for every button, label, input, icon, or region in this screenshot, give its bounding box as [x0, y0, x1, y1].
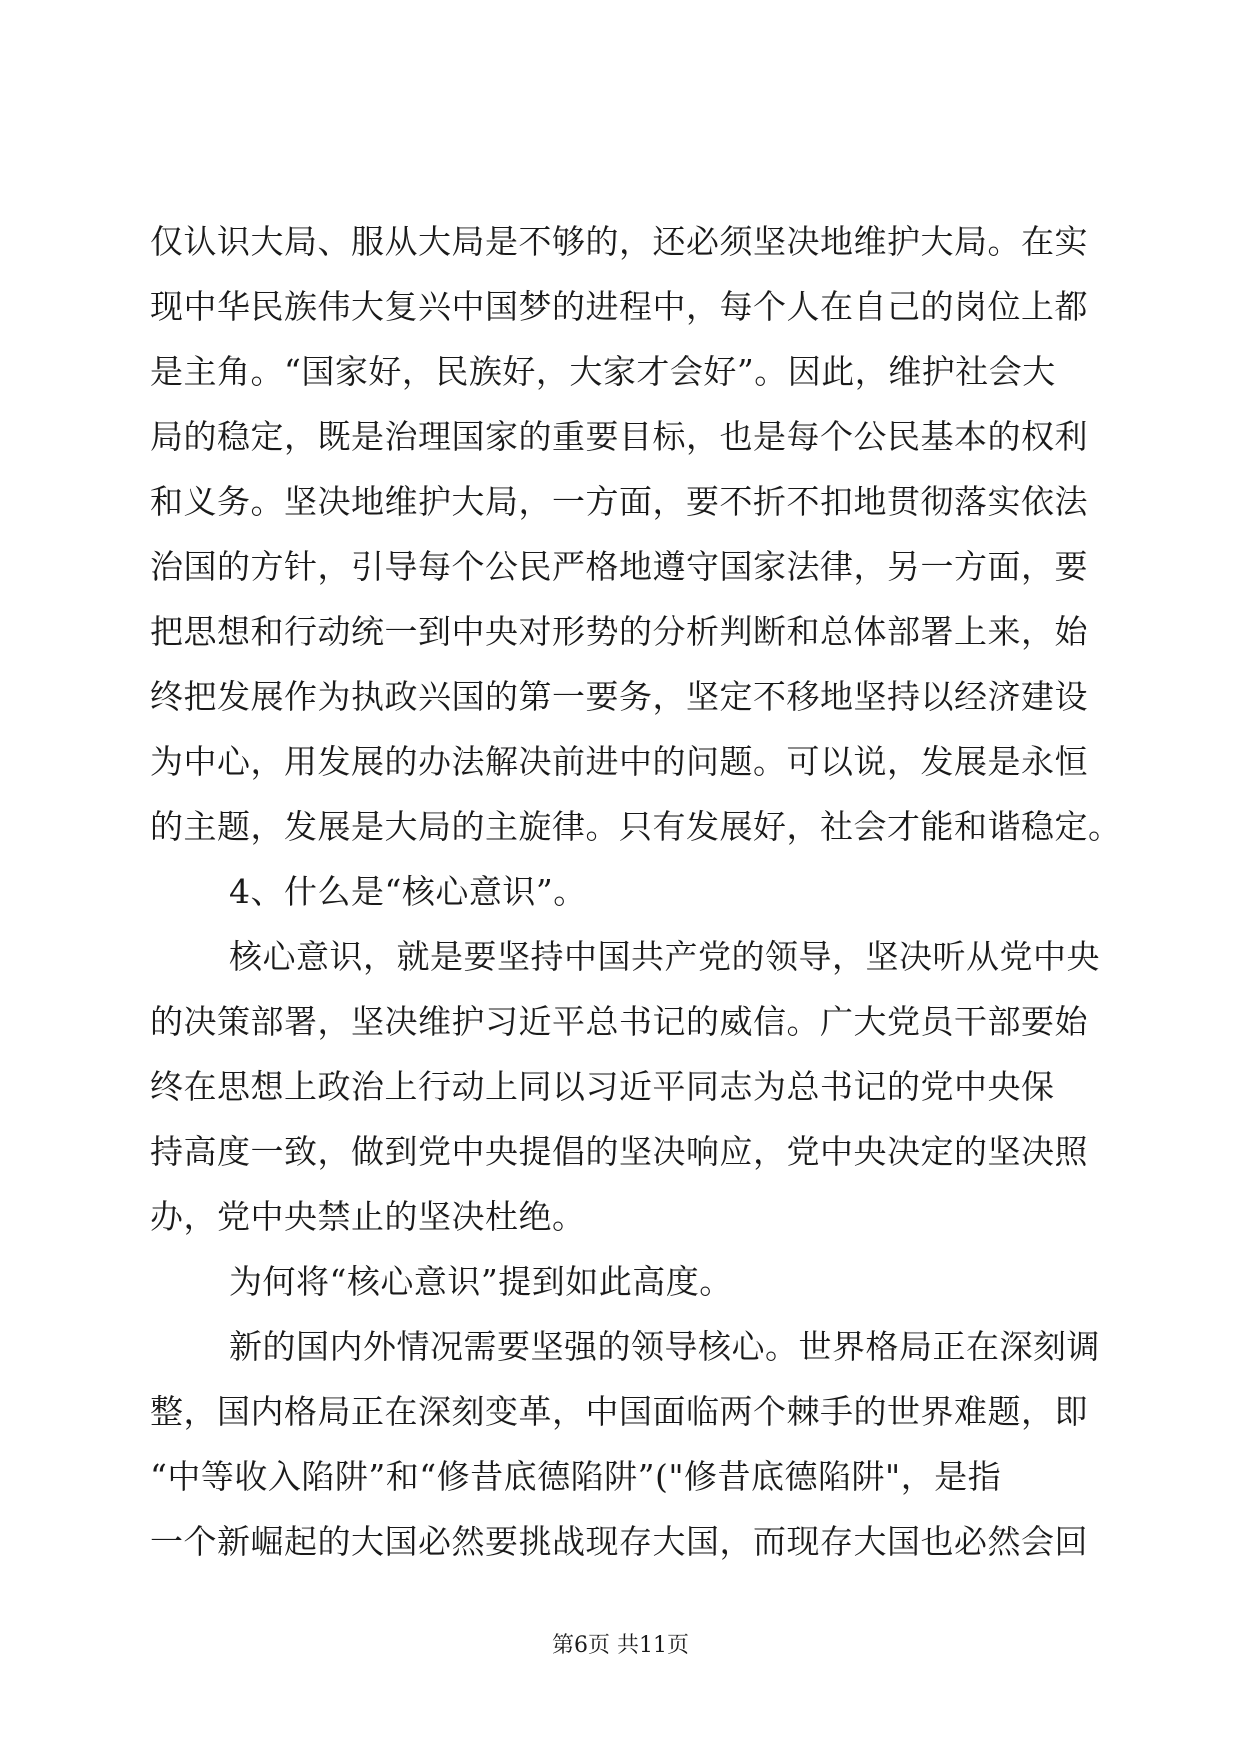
section-heading: 4、什么是“核心意识”。 [229, 872, 587, 911]
text-line: 的主题，发展是大局的主旋律。只有发展好，社会才能和谐稳定。 [150, 807, 1122, 846]
text-line: 整，国内格局正在深刻变革，中国面临两个棘手的世界难题，即 [150, 1392, 1088, 1431]
page-footer: 第6页 共11页 [552, 1633, 689, 1658]
text-line: 核心意识，就是要坚持中国共产党的领导，坚决听从党中央 [229, 937, 1100, 976]
text-line: 局的稳定，既是治理国家的重要目标，也是每个公民基本的权利 [150, 417, 1088, 456]
text-line: 一个新崛起的大国必然要挑战现存大国，而现存大国也必然会回 [150, 1522, 1088, 1561]
text-line: 新的国内外情况需要坚强的领导核心。世界格局正在深刻调 [229, 1327, 1100, 1366]
text-line: 为中心，用发展的办法解决前进中的问题。可以说，发展是永恒 [150, 742, 1088, 781]
text-line: 治国的方针，引导每个公民严格地遵守国家法律，另一方面，要 [150, 547, 1088, 586]
text-line: 把思想和行动统一到中央对形势的分析判断和总体部署上来，始 [150, 612, 1088, 651]
text-line: 和义务。坚决地维护大局，一方面，要不折不扣地贯彻落实依法 [150, 482, 1088, 521]
text-line: 为何将“核心意识”提到如此高度。 [229, 1262, 733, 1301]
text-line: 持高度一致，做到党中央提倡的坚决响应，党中央决定的坚决照 [150, 1132, 1088, 1171]
text-line: 办，党中央禁止的坚决杜绝。 [150, 1197, 586, 1236]
text-line: 终在思想上政治上行动上同以习近平同志为总书记的党中央保 [150, 1067, 1055, 1106]
text-line: 的决策部署，坚决维护习近平总书记的威信。广大党员干部要始 [150, 1002, 1088, 1041]
text-line: “中等收入陷阱”和“修昔底德陷阱”("修昔底德陷阱"，是指 [150, 1457, 1002, 1496]
text-line: 终把发展作为执政兴国的第一要务，坚定不移地坚持以经济建设 [150, 677, 1088, 716]
text-line: 是主角。“国家好，民族好，大家才会好”。因此，维护社会大 [150, 352, 1056, 391]
text-line: 现中华民族伟大复兴中国梦的进程中，每个人在自己的岗位上都 [150, 287, 1088, 326]
text-line: 仅认识大局、服从大局是不够的，还必须坚决地维护大局。在实 [150, 222, 1088, 261]
